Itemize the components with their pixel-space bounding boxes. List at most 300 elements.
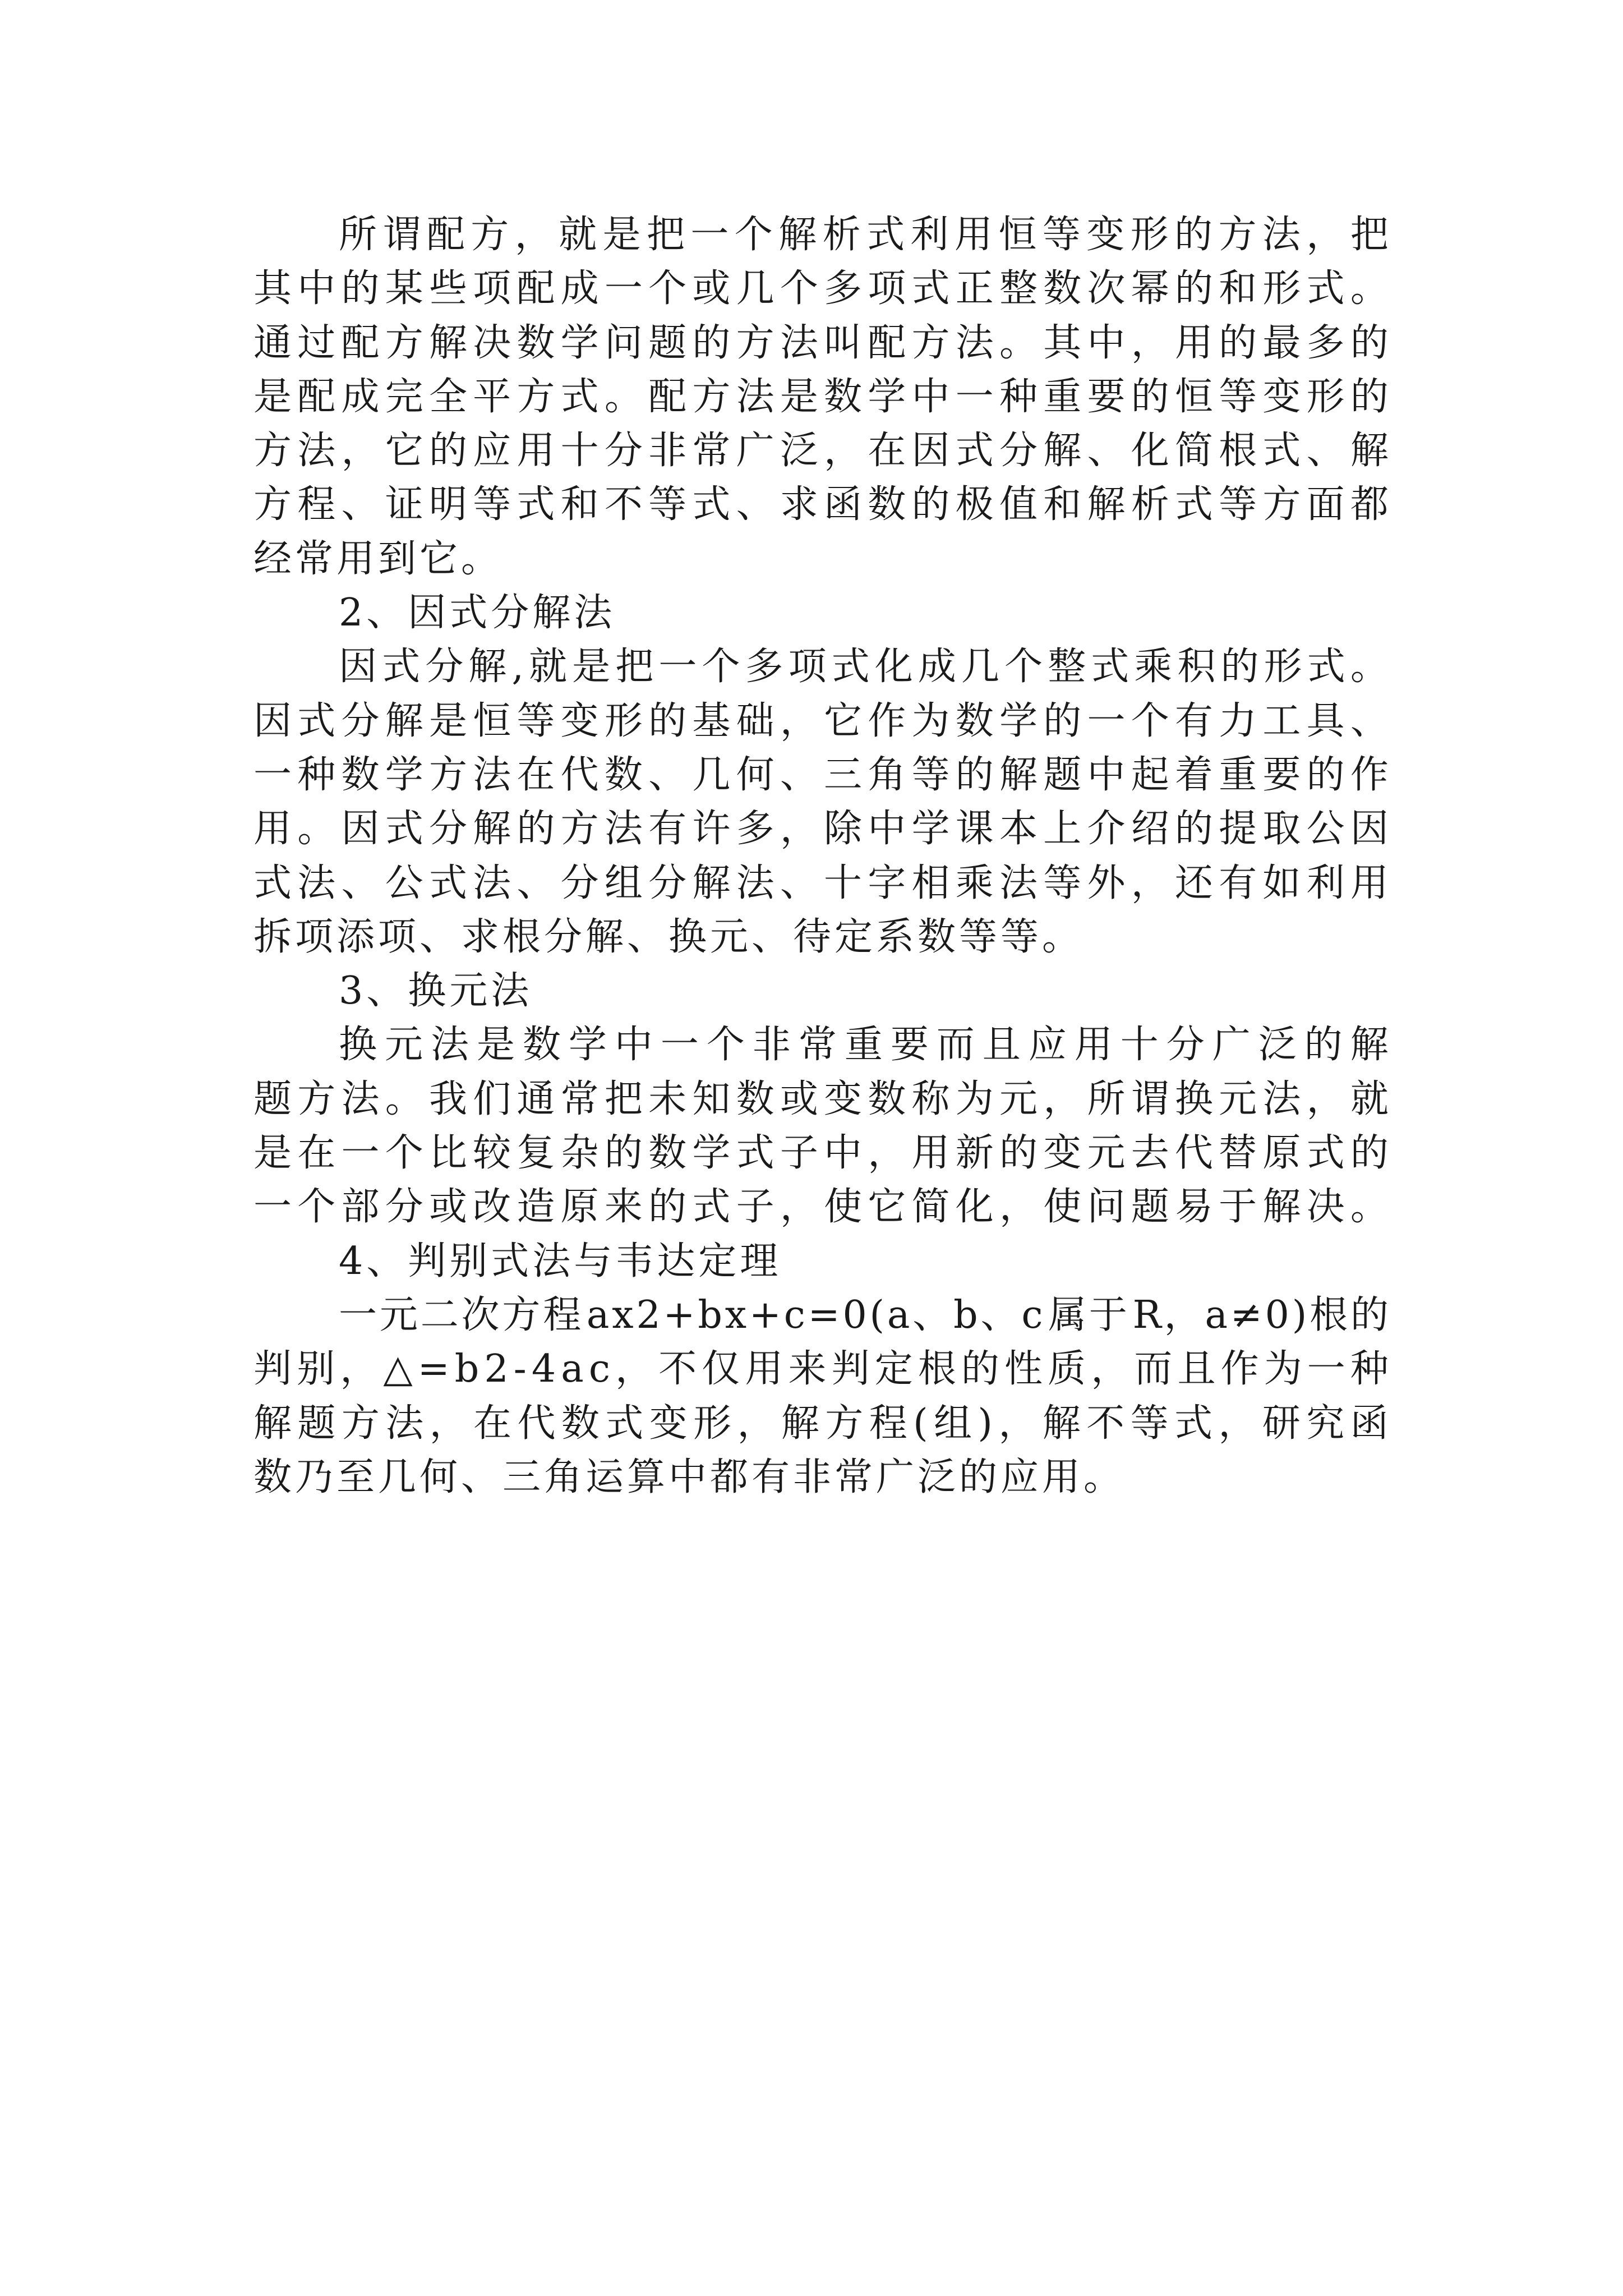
- text-char: 2: [484, 1347, 509, 1392]
- text-char: 为: [955, 1076, 994, 1121]
- text-char: 分: [428, 807, 467, 852]
- text-char: 解: [473, 807, 511, 852]
- text-line-23: [253, 1401, 1389, 1458]
- text-char: 十: [824, 861, 863, 905]
- text-char: +: [749, 1292, 781, 1337]
- text-char: 式: [866, 213, 905, 257]
- text-char: 函: [1350, 1401, 1389, 1446]
- text-char: 原: [560, 1185, 599, 1230]
- text-char: 我: [428, 1076, 467, 1121]
- text-char: 十: [560, 429, 599, 473]
- text-char: 平: [473, 374, 511, 419]
- text-line-22: [253, 1347, 1389, 1404]
- text-char: 来: [788, 1347, 827, 1392]
- text-char: 最: [1262, 320, 1301, 365]
- text-char: 谓: [1131, 1076, 1169, 1121]
- text-char: 法: [430, 1023, 469, 1068]
- text-char: 重: [844, 1023, 883, 1068]
- text-char: 次: [461, 1292, 500, 1337]
- text-char: 本: [999, 807, 1038, 852]
- text-char: ): [1292, 1292, 1307, 1337]
- text-char: 成: [560, 266, 599, 311]
- text-char: 因: [341, 807, 380, 852]
- text-char: a: [561, 1347, 584, 1392]
- text-char: 某: [385, 266, 423, 311]
- text-char: 质: [1048, 1347, 1086, 1392]
- text-char: 乘: [955, 861, 994, 905]
- text-char: 分: [425, 645, 464, 689]
- text-line-1: [253, 213, 1389, 270]
- text-char: 的: [1219, 320, 1257, 365]
- text-char: 学: [568, 1023, 607, 1068]
- text-char: 多: [1306, 320, 1345, 365]
- text-char: 种: [1350, 1347, 1389, 1392]
- text-char: 组: [934, 1401, 972, 1446]
- text-char: 配: [517, 266, 555, 311]
- text-char: 性: [1004, 1347, 1043, 1392]
- text-char: 多: [736, 807, 774, 852]
- text-char: 式: [1307, 645, 1345, 689]
- text-char: 的: [1350, 320, 1389, 365]
- text-char: 解: [1262, 1185, 1301, 1230]
- text-char: 等: [1042, 213, 1081, 257]
- text-char: 不: [604, 482, 643, 527]
- text-char: 形: [1262, 266, 1301, 311]
- text-char: 幂: [1131, 266, 1169, 311]
- text-char: 研: [1262, 1401, 1301, 1446]
- text-char: ，: [429, 1401, 468, 1446]
- text-char: ，: [780, 1185, 818, 1230]
- text-char: ，: [780, 698, 818, 743]
- text-char: 式: [297, 698, 336, 743]
- text-char: 未: [648, 1076, 687, 1121]
- text-char: ，: [340, 1347, 379, 1392]
- text-char: 判: [831, 1347, 870, 1392]
- text-char: ，: [824, 429, 863, 473]
- text-char: 它: [824, 698, 863, 743]
- text-char: 问: [604, 320, 643, 365]
- text-char: 析: [1131, 482, 1169, 527]
- text-char: 于: [1089, 1292, 1127, 1337]
- text-char: 个: [385, 1131, 423, 1176]
- text-char: 项: [473, 266, 511, 311]
- text-char: 用: [1350, 861, 1389, 905]
- text-char: 解: [1042, 1401, 1081, 1446]
- text-char: 的: [1043, 698, 1082, 743]
- text-char: 。: [1350, 1185, 1389, 1230]
- text-char: 根: [1219, 429, 1257, 473]
- text-char: 等: [1043, 861, 1082, 905]
- text-char: 个: [1004, 645, 1043, 689]
- text-char: 个: [297, 1185, 336, 1230]
- text-char: 力: [1219, 698, 1257, 743]
- text-char: 方: [253, 429, 292, 473]
- text-char: 具: [1306, 698, 1345, 743]
- text-char: 数: [824, 374, 863, 419]
- text-char: 几: [961, 645, 1000, 689]
- text-char: 次: [1087, 266, 1126, 311]
- text-char: 极: [955, 482, 994, 527]
- text-char: 析: [822, 213, 861, 257]
- text-char: 应: [473, 429, 511, 473]
- text-char: 几: [736, 266, 774, 311]
- text-char: 一: [341, 1131, 380, 1176]
- text-char: 根: [917, 1347, 956, 1392]
- text-line-16: [253, 1023, 1389, 1080]
- text-char: 元: [384, 1023, 423, 1068]
- text-char: ，: [1131, 861, 1169, 905]
- text-line-7: 经常用到它。: [253, 536, 503, 581]
- text-char: 法: [999, 861, 1038, 905]
- text-char: 成: [917, 645, 956, 689]
- text-char: 是: [253, 374, 292, 419]
- text-char: 配: [341, 320, 380, 365]
- text-char: 的: [1131, 374, 1169, 419]
- text-char: 方: [692, 374, 731, 419]
- text-char: 的: [604, 1131, 643, 1176]
- text-char: 方: [297, 1076, 336, 1121]
- text-char: 配: [426, 213, 465, 257]
- text-char: 十: [1120, 1023, 1159, 1068]
- text-char: R: [1132, 1292, 1161, 1337]
- text-char: 作: [1220, 1347, 1259, 1392]
- text-char: ，: [868, 1131, 906, 1176]
- text-char: ，: [1043, 1076, 1082, 1121]
- text-char: 别: [297, 1347, 335, 1392]
- text-char: 学: [999, 698, 1038, 743]
- text-char: 变: [560, 698, 599, 743]
- text-char: 要: [890, 1023, 929, 1068]
- text-char: 恒: [1174, 374, 1213, 419]
- text-char: 求: [780, 482, 818, 527]
- text-char: 所: [1087, 1076, 1126, 1121]
- text-char: 它: [385, 429, 423, 473]
- text-char: 定: [874, 1347, 913, 1392]
- text-char: 取: [1262, 807, 1301, 852]
- text-char: 面: [1306, 482, 1345, 527]
- text-char: 配: [648, 374, 687, 419]
- text-char: 恒: [998, 213, 1037, 257]
- text-char: 上: [1043, 807, 1082, 852]
- text-char: 式: [253, 861, 292, 905]
- text-char: 分: [1166, 1023, 1205, 1068]
- text-char: 换: [1174, 1076, 1213, 1121]
- text-char: 数: [561, 1401, 600, 1446]
- text-char: 0: [842, 1292, 867, 1337]
- text-char: 等: [911, 752, 950, 797]
- text-char: 解: [468, 645, 507, 689]
- text-char: a: [887, 1292, 910, 1337]
- text-char: 所: [339, 213, 377, 257]
- text-char: 解: [385, 698, 423, 743]
- text-char: 利: [1306, 861, 1345, 905]
- text-char: △: [383, 1347, 413, 1392]
- text-char: 配: [297, 374, 336, 419]
- text-line-13: [253, 861, 1389, 918]
- text-char: 方: [471, 213, 509, 257]
- text-char: 把: [615, 645, 654, 689]
- text-char: 些: [428, 266, 467, 311]
- text-char: 简: [1174, 429, 1213, 473]
- text-char: 的: [1306, 752, 1345, 797]
- text-char: 通: [253, 320, 292, 365]
- text-char: 配: [868, 320, 906, 365]
- text-line-14: 拆项添项、求根分解、换元、待定系数等等。: [253, 914, 1084, 959]
- text-char: 多: [824, 266, 863, 311]
- text-char: 形: [1130, 213, 1169, 257]
- text-char: 法: [955, 320, 994, 365]
- text-char: 常: [560, 1076, 599, 1121]
- text-char: 的: [911, 482, 950, 527]
- text-char: 外: [1087, 861, 1126, 905]
- text-char: 数: [1043, 266, 1082, 311]
- text-char: 提: [1219, 807, 1257, 852]
- text-char: 等: [648, 482, 687, 527]
- text-char: 工: [1262, 698, 1301, 743]
- text-char: 的: [1174, 807, 1213, 852]
- section-heading-3: 3、换元法: [339, 969, 533, 1014]
- text-char: 学: [911, 807, 950, 852]
- text-char: 题: [1131, 1185, 1169, 1230]
- text-char: 代: [517, 1401, 556, 1446]
- text-char: 着: [1174, 752, 1213, 797]
- text-char: 在: [517, 752, 555, 797]
- text-char: 较: [473, 1131, 511, 1176]
- text-char: ): [978, 1401, 993, 1446]
- text-char: 重: [1219, 752, 1257, 797]
- text-char: 中: [868, 807, 906, 852]
- text-char: 有: [1219, 861, 1257, 905]
- text-char: 不: [658, 1347, 697, 1392]
- section-heading-4: 4、判别式法与韦达定理: [339, 1239, 782, 1283]
- text-char: 式: [428, 861, 467, 905]
- text-char: 广: [736, 429, 774, 473]
- text-char: 。: [604, 374, 643, 419]
- text-char: 公: [1306, 807, 1345, 852]
- text-char: 数: [955, 698, 994, 743]
- text-char: 重: [1043, 374, 1082, 419]
- text-char: 因: [253, 698, 292, 743]
- text-char: 。: [1350, 645, 1389, 689]
- text-char: 题: [297, 1401, 336, 1446]
- text-char: 一: [660, 1023, 699, 1068]
- text-char: 式: [955, 429, 994, 473]
- text-char: 仅: [702, 1347, 740, 1392]
- text-line-21: [253, 1292, 1389, 1350]
- text-char: 问: [1087, 1185, 1126, 1230]
- text-char: 它: [868, 1185, 906, 1230]
- text-char: 或: [428, 1185, 467, 1230]
- text-char: 为: [1264, 1347, 1302, 1392]
- text-char: 常: [798, 1023, 837, 1068]
- text-char: 、: [912, 1292, 951, 1337]
- text-char: 有: [1174, 698, 1213, 743]
- text-char: 法: [736, 861, 774, 905]
- text-char: 们: [473, 1076, 511, 1121]
- text-char: 就: [559, 213, 597, 257]
- text-char: 组: [604, 861, 643, 905]
- text-char: 正: [955, 266, 994, 311]
- text-char: 等: [1219, 482, 1257, 527]
- text-char: 、: [1350, 698, 1389, 743]
- text-line-17: [253, 1076, 1389, 1134]
- text-char: 等: [473, 482, 511, 527]
- text-char: 其: [253, 266, 292, 311]
- text-char: 法: [1262, 1076, 1301, 1121]
- text-char: ，: [999, 1185, 1038, 1230]
- text-char: 一: [1307, 1347, 1345, 1392]
- text-char: ，: [1306, 1076, 1345, 1121]
- text-char: ，: [737, 1401, 776, 1446]
- text-char: 、: [980, 1292, 1019, 1337]
- text-char: ，: [998, 1401, 1037, 1446]
- text-char: 法: [341, 1076, 380, 1121]
- text-char: 个: [702, 645, 740, 689]
- text-char: 叫: [824, 320, 863, 365]
- text-char: 方: [385, 320, 423, 365]
- text-char: 究: [1306, 1401, 1345, 1446]
- text-char: 的: [428, 429, 467, 473]
- text-char: 泛: [780, 429, 818, 473]
- text-char: 方: [1262, 482, 1301, 527]
- text-char: 个: [780, 266, 818, 311]
- text-char: 用: [253, 807, 292, 852]
- text-char: 一: [604, 266, 643, 311]
- text-char: 在: [868, 429, 906, 473]
- text-char: 解: [781, 1401, 819, 1446]
- text-char: ，: [341, 429, 380, 473]
- text-char: 法: [604, 807, 643, 852]
- text-char: 和: [1043, 482, 1082, 527]
- text-char: ,: [511, 645, 524, 689]
- text-char: 式: [1262, 429, 1301, 473]
- text-char: 变: [1262, 374, 1301, 419]
- text-char: 一: [339, 1292, 377, 1337]
- text-char: 用: [954, 213, 993, 257]
- text-char: 其: [1043, 320, 1082, 365]
- text-char: 方: [502, 1292, 541, 1337]
- text-char: -: [513, 1347, 527, 1392]
- text-char: 或: [780, 1076, 818, 1121]
- text-char: 法: [473, 752, 511, 797]
- text-char: ，: [615, 1347, 654, 1392]
- text-char: 解: [1043, 429, 1082, 473]
- text-line-19: [253, 1185, 1389, 1242]
- text-char: ，: [1306, 213, 1345, 257]
- text-char: 法: [780, 320, 818, 365]
- text-char: 利: [910, 213, 949, 257]
- text-char: 作: [1350, 752, 1389, 797]
- text-char: 决: [473, 320, 511, 365]
- text-char: 础: [736, 698, 774, 743]
- text-char: 用: [1174, 320, 1213, 365]
- text-char: 因: [1350, 807, 1389, 852]
- text-char: 、: [1306, 429, 1345, 473]
- text-char: 根: [1310, 1292, 1348, 1337]
- text-char: ，: [1131, 320, 1169, 365]
- text-char: (: [913, 1401, 928, 1446]
- text-char: 变: [649, 1401, 688, 1446]
- text-char: 决: [1306, 1185, 1345, 1230]
- text-char: 整: [999, 266, 1038, 311]
- text-char: 化: [1131, 429, 1169, 473]
- text-char: 成: [341, 374, 380, 419]
- text-char: 非: [648, 429, 687, 473]
- text-char: 题: [253, 1076, 292, 1121]
- text-char: 解: [1350, 1023, 1389, 1068]
- text-char: 程: [869, 1401, 907, 1446]
- text-char: 变: [1043, 1131, 1082, 1176]
- text-char: 的: [648, 698, 687, 743]
- text-char: 简: [911, 1185, 950, 1230]
- text-char: 元: [999, 1076, 1038, 1121]
- text-char: 是: [572, 645, 611, 689]
- text-char: 数: [522, 1023, 561, 1068]
- text-char: 替: [1219, 1131, 1257, 1176]
- text-char: 的: [961, 1347, 999, 1392]
- text-char: 形: [1306, 374, 1345, 419]
- text-char: 介: [1087, 807, 1126, 852]
- text-char: c: [1021, 1292, 1043, 1337]
- text-char: 的: [692, 320, 731, 365]
- text-char: 法: [736, 374, 774, 419]
- text-char: ，: [1091, 1347, 1129, 1392]
- text-char: 部: [341, 1185, 380, 1230]
- text-char: 中: [614, 1023, 653, 1068]
- text-char: 是: [780, 374, 818, 419]
- text-char: 为: [911, 698, 950, 743]
- text-char: 用: [911, 1131, 950, 1176]
- text-char: 是: [253, 1131, 292, 1176]
- text-char: 完: [385, 374, 423, 419]
- text-char: 课: [955, 807, 994, 852]
- text-char: 还: [1174, 861, 1213, 905]
- text-line-10: [253, 698, 1389, 756]
- text-char: 式: [1306, 266, 1345, 311]
- text-char: 0: [1265, 1292, 1289, 1337]
- text-char: 过: [297, 320, 336, 365]
- text-char: 方: [560, 807, 599, 852]
- text-char: b: [698, 1292, 722, 1337]
- text-char: 和: [560, 482, 599, 527]
- text-char: b: [953, 1292, 978, 1337]
- text-char: 、: [1087, 429, 1126, 473]
- text-char: 且: [982, 1023, 1021, 1068]
- text-char: 基: [692, 698, 731, 743]
- text-char: 的: [1304, 1023, 1343, 1068]
- text-char: 、: [341, 861, 380, 905]
- text-line-5: [253, 429, 1389, 486]
- text-char: 中: [1087, 320, 1126, 365]
- text-char: ，: [1164, 1292, 1202, 1337]
- text-char: 式: [1091, 645, 1129, 689]
- text-char: 元: [1219, 1076, 1257, 1121]
- text-line-12: [253, 807, 1389, 864]
- text-char: 中: [297, 266, 336, 311]
- text-char: 是: [602, 213, 641, 257]
- text-char: 数: [341, 752, 380, 797]
- text-char: 一: [253, 1185, 292, 1230]
- text-char: 法: [473, 861, 511, 905]
- text-line-2: [253, 266, 1389, 324]
- text-char: 式: [692, 482, 731, 527]
- text-char: 项: [788, 645, 827, 689]
- text-char: 方: [517, 374, 555, 419]
- text-char: 题: [648, 320, 687, 365]
- text-char: 因: [911, 429, 950, 473]
- text-char: 4: [531, 1347, 556, 1392]
- text-char: 使: [824, 1185, 863, 1230]
